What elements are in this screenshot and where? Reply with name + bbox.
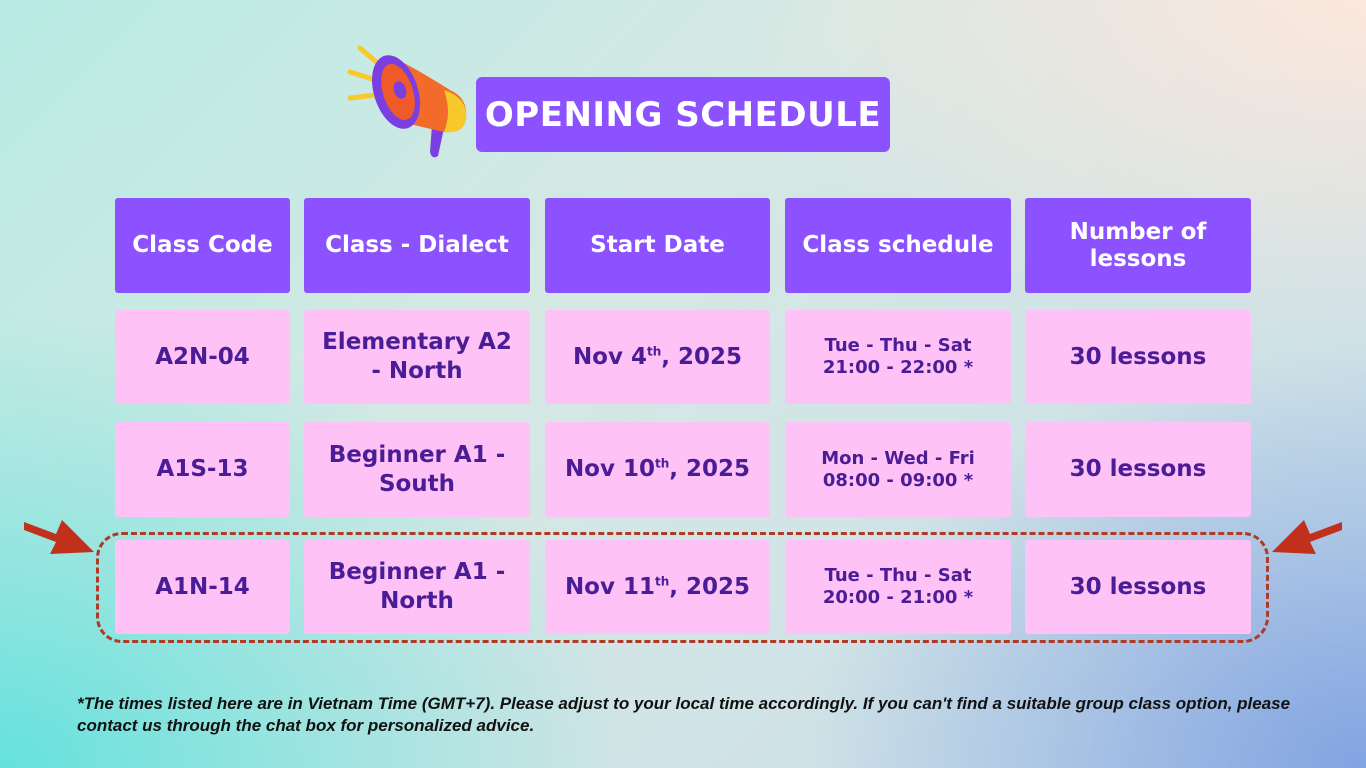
start-date-main: Nov 4 xyxy=(572,343,647,370)
header-number-of-lessons: Number of lessons xyxy=(1025,198,1251,293)
arrow-left-icon xyxy=(1266,502,1346,562)
header-start-date: Start Date xyxy=(545,198,770,293)
cell-number-of-lessons: 30 lessons xyxy=(1025,540,1251,634)
cell-class-schedule xyxy=(785,540,1011,634)
schedule-time: 21:00 - 22:00 * xyxy=(822,357,974,378)
start-date-suffix: th xyxy=(655,573,670,588)
cell-class-dialect: Beginner A1 - North xyxy=(304,540,530,634)
header-class-schedule: Class schedule xyxy=(785,198,1011,293)
megaphone-icon xyxy=(340,40,480,165)
cell-number-of-lessons: 30 lessons xyxy=(1025,310,1251,404)
cell-start-date xyxy=(545,422,770,517)
cell-class-schedule xyxy=(785,310,1011,404)
cell-number-of-lessons: 30 lessons xyxy=(1025,422,1251,517)
schedule-days: Tue - Thu - Sat xyxy=(824,335,972,356)
cell-class-code: A1S-13 xyxy=(115,422,290,517)
start-date-suffix: th xyxy=(655,456,670,471)
schedule-time: 08:00 - 09:00 * xyxy=(822,469,974,491)
cell-start-date xyxy=(545,310,770,404)
start-date-main: Nov 10 xyxy=(564,456,655,482)
schedule-days: Tue - Thu - Sat xyxy=(824,565,972,586)
schedule-time: 20:00 - 21:00 * xyxy=(822,587,974,608)
start-date-year: , 2025 xyxy=(669,456,751,482)
page-title: OPENING SCHEDULE xyxy=(476,77,890,152)
schedule-days: Mon - Wed - Fri xyxy=(821,447,975,469)
start-date-main: Nov 11 xyxy=(564,573,655,600)
cell-class-dialect: Beginner A1 - South xyxy=(304,422,530,517)
cell-start-date xyxy=(545,540,770,634)
footnote: *The times listed here are in Vietnam Time (GMT+7). Please adjust to your local time accordingly. If you can't find a suitable group class option, please contact us through the chat box for personalized advice. xyxy=(77,694,1291,735)
header-class-code: Class Code xyxy=(115,198,290,293)
header-class-dialect: Class - Dialect xyxy=(304,198,530,293)
cell-class-schedule xyxy=(785,422,1011,517)
start-date-year: , 2025 xyxy=(669,573,751,600)
cell-class-code: A1N-14 xyxy=(115,540,290,634)
start-date-year: , 2025 xyxy=(661,343,743,370)
start-date-suffix: th xyxy=(647,343,662,358)
arrow-right-icon xyxy=(20,502,100,562)
cell-class-dialect: Elementary A2 - North xyxy=(304,310,530,404)
cell-class-code: A2N-04 xyxy=(115,310,290,404)
